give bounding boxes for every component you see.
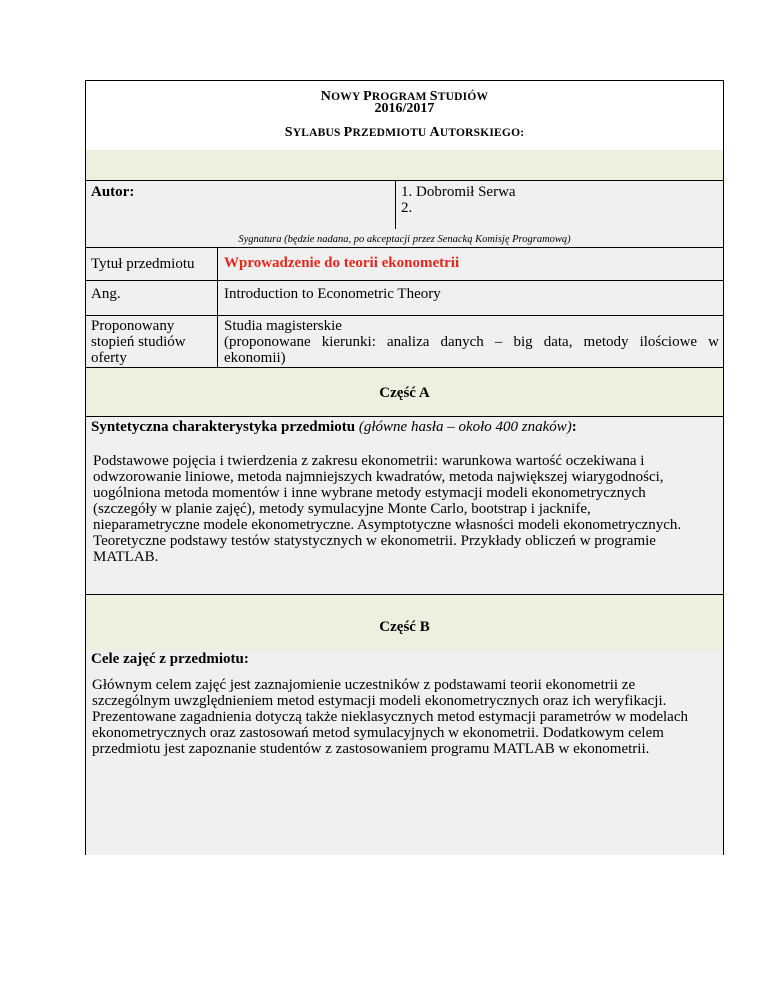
author-row: [86, 181, 723, 229]
english-label: Ang.: [91, 286, 121, 302]
part-b-line-5: przedmiotu jest zapoznanie studentów z zastosowaniem programu MATLAB w ekonometrii.: [92, 741, 650, 757]
part-b-line-2: szczególnym uwzględnieniem metod estymacji modeli ekonometrycznych oraz ich weryfikacji.: [92, 693, 667, 709]
part-a-line-3: uogólniona metoda momentów i inne wybrane metody estymacji modeli ekonometrycznych: [93, 485, 646, 501]
part-a-line-5: nieparametryczne modele ekonometryczne. Asymptotyczne własności modeli ekonometrycznych.: [93, 517, 682, 533]
part-a-line-4: (szczegóły w planie zajęć), metody symulacyjne Monte Carlo, bootstrap i jacknife,: [93, 501, 591, 517]
syllabus-form: [85, 80, 724, 855]
header-band: [86, 150, 723, 180]
program-title: NOWY PROGRAM STUDIÓW: [320, 89, 489, 104]
level-value-3: ekonomii): [224, 350, 286, 366]
part-b-band: [86, 595, 723, 651]
study-level-row: [86, 316, 723, 367]
part-b-line-3: Prezentowane zagadnienia dotyczą także nieklasycznych metod estymacji parametrów w modelach: [92, 709, 688, 725]
part-b-line-4: ekonometrycznych oraz zastosowań metod symulacyjnych w ekonometrii. Dodatkowym celem: [92, 725, 664, 741]
level-label-3: oferty: [91, 350, 127, 366]
signature-row: [86, 229, 723, 247]
english-title-row: [86, 281, 723, 315]
part-a-body: [87, 436, 722, 594]
academic-year: 2016/2017: [374, 101, 435, 116]
part-a-subheading: Syntetyczna charakterystyka przedmiotu (główne hasła – około 400 znaków):: [91, 419, 577, 435]
part-a-line-1: Podstawowe pojęcia i twierdzenia z zakresu ekonometrii: warunkowa wartość oczekiwana i: [93, 453, 645, 469]
part-a-line-2: odwzorowanie liniowe, metoda najmniejszych kwadratów, metoda największej wiarygodności,: [93, 469, 664, 485]
part-b-section: [86, 651, 723, 855]
level-label-1: Proponowany: [91, 318, 175, 334]
part-a-band: [86, 368, 723, 416]
part-a-section: [86, 417, 723, 594]
english-title: Introduction to Econometric Theory: [224, 286, 441, 302]
title-row: [86, 248, 723, 280]
course-title: Wprowadzenie do teorii ekonometrii: [224, 255, 460, 271]
author-name-2: 2.: [401, 200, 413, 216]
signature-note: Sygnatura (będzie nadana, po akceptacji przez Senacką Komisję Programową): [238, 234, 571, 245]
level-value-2: (proponowane kierunki: analiza danych – big data, metody ilościowe w: [224, 334, 719, 350]
syllabus-title: SYLABUS PRZEDMIOTU AUTORSKIEGO:: [284, 125, 525, 140]
part-a-line-6: Teoretyczne podstawy testów statystycznych w ekonometrii. Przykłady obliczeń w programie: [93, 533, 656, 549]
part-b-heading: Część B: [379, 619, 430, 635]
part-a-heading: Część A: [379, 385, 430, 401]
part-b-subheading: Cele zajęć z przedmiotu:: [91, 651, 249, 667]
part-a-line-7: MATLAB.: [93, 549, 159, 565]
title-label: Tytuł przedmiotu: [91, 256, 195, 272]
author-name-1: 1. Dobromił Serwa: [401, 184, 516, 200]
level-value-1: Studia magisterskie: [224, 318, 342, 334]
author-label: Autor:: [91, 184, 135, 200]
part-b-line-1: Głównym celem zajęć jest zaznajomienie uczestników z podstawami teorii ekonometrii ze: [92, 677, 636, 693]
level-label-2: stopień studiów: [91, 334, 186, 350]
form-header: [86, 81, 723, 150]
